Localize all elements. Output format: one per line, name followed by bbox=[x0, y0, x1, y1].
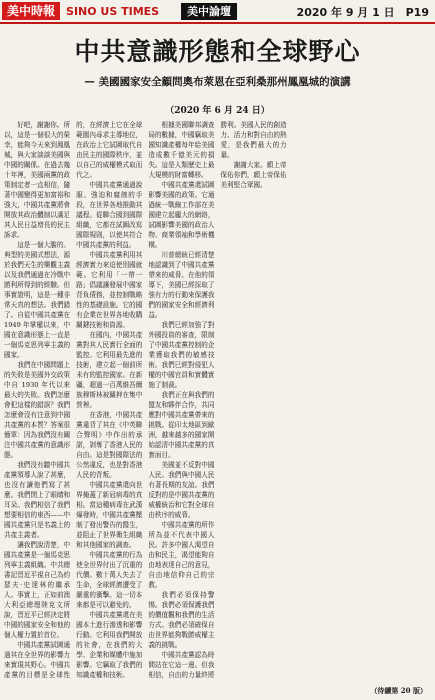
masthead bbox=[0, 0, 435, 22]
article-paragraph: 中國共產黨的行為使全世界付出了沉重的代價。數十萬人失去了生命，全球經濟遭受了嚴重的衝擊。這一切本來都是可以避免的。 bbox=[76, 551, 143, 609]
article-paragraph: 川普總統已經清楚地認識到了中國共產黨帶來的威脅。在他的領導下，美國已經採取了強有力的行動來保護我們的國家安全和經濟利益。 bbox=[148, 251, 215, 319]
article-title: 中共意識形態和全球野心 bbox=[74, 37, 361, 66]
article-paragraph: 美國並不反對中國人民。我們與中國人民有著長期的友誼。我們反對的是中國共產黨的威權統治和它對全球自由秩序的威脅。 bbox=[148, 461, 215, 519]
speech-date: （2020 年 6 月 24 日） bbox=[165, 106, 270, 116]
article-paragraph: 中國共產黨的所作所為並不代表中國人民。許多中國人渴望自由和民主，渴望能夠自由地表達自己的意見，自由地信仰自己的宗教。 bbox=[148, 521, 215, 589]
header-divider bbox=[0, 22, 435, 24]
article-paragraph: 中國共產黨利用其經濟實力來迫使別國就範。它利用「一帶一路」倡議讓發展中國家背負債務，並控制戰略性的基礎設施。它的國有企業在世界各地收購關鍵技術和資源。 bbox=[76, 251, 143, 329]
article-paragraph: 我們正在與我們的盟友和夥伴合作，共同應對中國共產黨帶來的挑戰。從印太地區到歐洲，越來越多的國家開始認清中國共產黨的真實面目。 bbox=[148, 391, 215, 459]
article-subtitle: — 美國國家安全顧問奧布萊恩在亞利桑那州鳳凰城的演講 bbox=[84, 76, 351, 88]
section-label: 美中論壇 bbox=[181, 3, 237, 20]
article-paragraph: 謝謝大家。願上帝保佑你們，願上帝保佑美利堅合眾國。 bbox=[220, 161, 287, 189]
continued-note: （待續第 20 版） bbox=[370, 686, 427, 695]
article-paragraph: 中國共產黨還向世界掩蓋了新冠病毒的真相。當這種病毒在武漢爆發時，中國共產黨壓制了發出警告的醫生，並阻止了世界衛生組織和其他國家的調查。 bbox=[76, 481, 143, 549]
issue-date: 2020 年 9 月 1 日 P19 bbox=[296, 6, 429, 19]
article-paragraph: 根據美國聯邦調查局的數據，中國竊取美國知識產權每年給美國造成數千億美元的損失。這是人類歷史上最大規模的財富轉移。 bbox=[148, 121, 215, 179]
article-paragraph: 我們必須保持警惕。我們必須保護我們的價值觀和我們的生活方式。我們必須確保自由世界能夠戰勝威權主義的挑戰。 bbox=[148, 591, 215, 649]
article-paragraph: 我們沒有聽中國共產黨領導人說了甚麼，也沒有讀他們寫了甚麼。我們閉上了眼睛和耳朵。我們相信了我們想要相信的東西——中國共產黨只是名義上的共產主義者。 bbox=[4, 461, 71, 539]
article-paragraph: 中國共產黨通過說服、強迫和腐蝕的手段，在世界各地推動其議程。從聯合國到國際組織，它都在試圖改寫國際規則，以使其符合中國共產黨的利益。 bbox=[76, 181, 143, 249]
newspaper-logo: 美中時報 bbox=[2, 2, 60, 20]
article-paragraph: 中國共產黨還在美國本土進行滲透和影響行動。它利用我們開放的社會，在我們的大學、企業和媒體中施加影響。它竊取了我們的知識產權和技術。 bbox=[76, 611, 143, 679]
brand-name: SINO US TIMES bbox=[66, 4, 160, 18]
article-paragraph: 中國共產黨試圖通過其在全世界的影響力來實現其野心。中國共產黨的目標是全球性的，在經濟上它在全球範圍內尋求主導地位，在政治上它試圖取代自由民主的國際秩序，並以自己的威權模式取而代之。 bbox=[4, 121, 143, 679]
article-paragraph: 中國共產黨還試圖影響美國的政策。它通過統一戰線工作部在美國建立起龐大的網絡，試圖影響美國的政治人物、商業領袖和學術機構。 bbox=[148, 181, 215, 249]
article-paragraph: 中國共產黨認為時間站在它這一邊。但我相信，自由的力量終將勝利。美國人民的創造力、活力和對自由的熱愛，是我們最大的力量。 bbox=[148, 121, 287, 679]
article-body bbox=[4, 120, 431, 686]
article-paragraph: 在香港，中國共產黨違背了其在《中英聯合聲明》中作出的承諾，剝奪了香港人民的自由。這是對國際法的公然違反，也是對香港人民的背叛。 bbox=[76, 411, 143, 479]
article-paragraph: 我們已經加強了對外國投資的審查，限制了中國共產黨控制的企業獲取我們的敏感技術。我們已經對侵犯人權的中國官員和實體實施了制裁。 bbox=[148, 321, 215, 389]
article-paragraph: 在國內，中國共產黨對其人民實行全面的監控。它利用最先進的技術，建立起一個前所未有的監控國家。在新疆，超過一百萬維吾爾族穆斯林被關押在集中營裡。 bbox=[76, 331, 143, 409]
article-paragraph: 我們在中國問題上的失敗是美國外交政策中自 1930 年代以來最大的失敗。我們怎麼會犯這樣的錯誤？我們怎麼會沒有注意到中國共產黨的本質？答案很簡單：因為我們沒有關注中國共產黨的意識形態。 bbox=[4, 361, 71, 459]
article-paragraph: 讓我們說清楚，中國共產黨是一個馬克思列寧主義組織。中共總書記習近平視自己為約瑟夫·史達林的繼承人。事實上，正如前澳大利亞總理陸克文所說，習近平已經決定將中國的國家安全和他的個人權力置於首位。 bbox=[4, 541, 71, 639]
article-paragraph: 好吧，謝謝你。所以，這是一個很大的榮幸，能夠今天來到鳳凰城，與大家談談美國與中國的關係。在過去幾十年裡，美國兩黨的政策制定者一直相信，隨著中國變得更加富裕和強大，中國共產黨將會開放其政治體制以滿足其人民日益增長的民主訴求。 bbox=[4, 121, 71, 239]
article-paragraph: 這是一個大膽的、典型的美國式想法，源於我們天生的樂觀主義以及我們通過在冷戰中勝利所得到的經驗。但事實證明，這是一種非常天真的想法。我們錯了。自從中國共產黨在 1949 年掌權以來，中國在意識形態上一直是一個馬克思列寧主義的國家。 bbox=[4, 241, 71, 359]
